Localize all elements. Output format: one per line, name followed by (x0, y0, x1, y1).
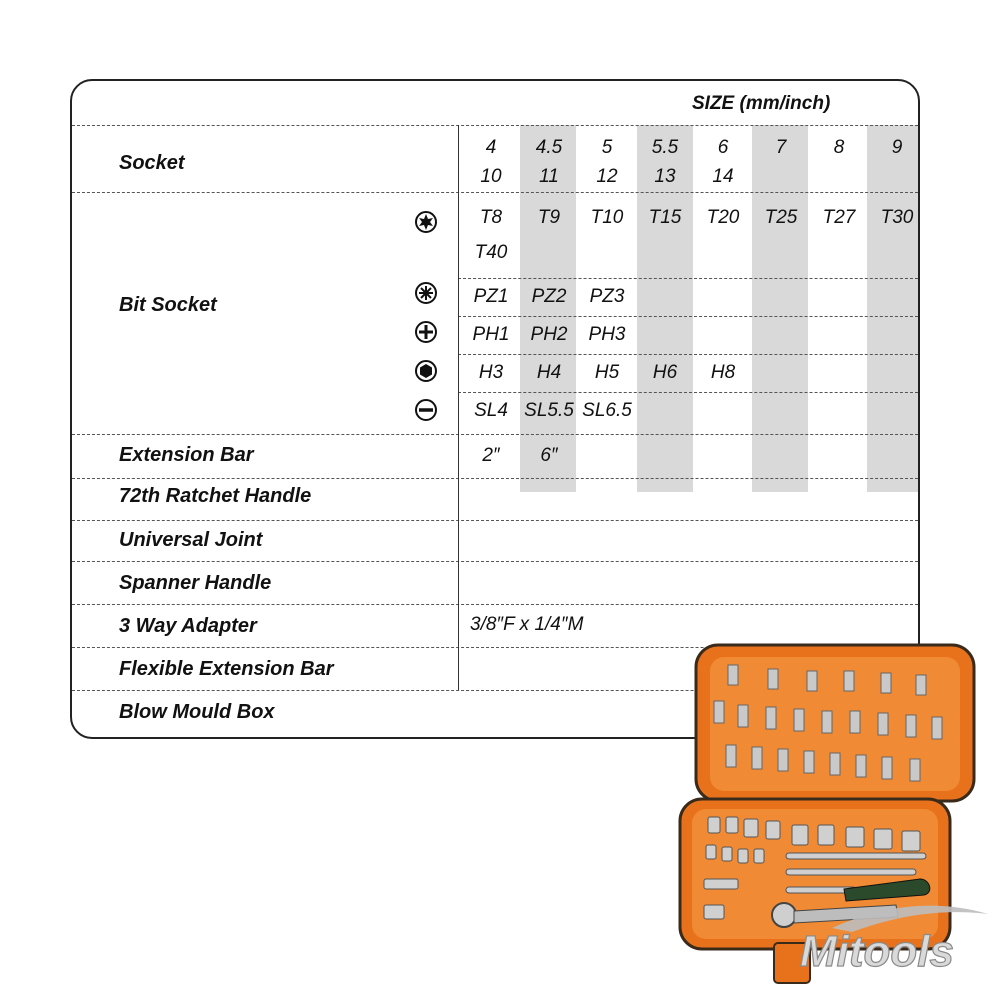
row-label-socket: Socket (119, 152, 185, 174)
row-divider (72, 125, 918, 126)
row-divider (458, 316, 918, 317)
hex-size: H5 (594, 362, 620, 383)
row-divider (72, 434, 918, 435)
socket-size: 4 (485, 137, 497, 158)
slotted-size: SL6.5 (582, 400, 632, 421)
row-divider (458, 392, 918, 393)
torx-size: T30 (880, 207, 914, 228)
row-divider (458, 278, 918, 279)
shade-column (867, 125, 920, 492)
spec-table (70, 79, 920, 739)
socket-size: 10 (480, 166, 502, 187)
socket-size: 7 (775, 137, 787, 158)
row-label-extension-bar: Extension Bar (119, 444, 254, 466)
row-label-universal-joint: Universal Joint (119, 529, 263, 551)
row-divider (72, 561, 918, 562)
socket-size: 5 (601, 137, 613, 158)
row-divider (72, 478, 918, 479)
torx-size: T9 (537, 207, 561, 228)
extension-size: 6″ (540, 445, 558, 466)
hex-size: H3 (478, 362, 504, 383)
phillips-size: PH2 (530, 324, 568, 345)
socket-size: 13 (654, 166, 676, 187)
row-label-box: Blow Mould Box (119, 701, 275, 723)
extension-size: 2″ (482, 445, 500, 466)
torx-size: T8 (479, 207, 503, 228)
torx-size: T20 (706, 207, 740, 228)
row-label-bit-socket: Bit Socket (119, 294, 217, 316)
slotted-size: SL4 (474, 400, 508, 421)
torx-size: T10 (590, 207, 624, 228)
row-label-flex-bar: Flexible Extension Bar (119, 658, 334, 680)
socket-size: 5.5 (651, 137, 679, 158)
slotted-icon (415, 399, 437, 421)
pozidriv-size: PZ2 (531, 286, 567, 307)
torx-size: T40 (474, 242, 508, 263)
torx-size: T15 (648, 207, 682, 228)
slotted-size: SL5.5 (524, 400, 574, 421)
pozidriv-size: PZ3 (589, 286, 625, 307)
svg-text:Mitools: Mitools (800, 927, 954, 976)
row-divider (72, 604, 918, 605)
phillips-icon (415, 321, 437, 343)
row-divider (72, 192, 918, 193)
size-header: SIZE (mm/inch) (692, 93, 831, 114)
shade-column (752, 125, 808, 492)
pozidriv-size: PZ1 (473, 286, 509, 307)
column-divider (458, 125, 459, 690)
torx-size: T27 (822, 207, 856, 228)
phillips-size: PH3 (588, 324, 626, 345)
hex-size: H4 (536, 362, 562, 383)
torx-size: T25 (764, 207, 798, 228)
row-label-ratchet: 72th Ratchet Handle (119, 485, 312, 507)
brand-logo (792, 898, 992, 978)
socket-size: 6 (717, 137, 729, 158)
row-divider (458, 354, 918, 355)
row-label-adapter: 3 Way Adapter (119, 615, 257, 637)
adapter-size: 3/8″F x 1/4″M (470, 614, 584, 635)
socket-size: 14 (712, 166, 734, 187)
socket-size: 12 (596, 166, 618, 187)
hex-size: H6 (652, 362, 678, 383)
torx-icon (415, 211, 437, 233)
socket-size: 8 (833, 137, 845, 158)
pozidriv-icon (415, 282, 437, 304)
socket-size: 9 (891, 137, 903, 158)
row-divider (72, 520, 918, 521)
hex-size: H8 (710, 362, 736, 383)
socket-size: 11 (539, 166, 559, 187)
socket-size: 4.5 (535, 137, 563, 158)
phillips-size: PH1 (472, 324, 510, 345)
hex-icon (415, 360, 437, 382)
row-label-spanner: Spanner Handle (119, 572, 272, 594)
